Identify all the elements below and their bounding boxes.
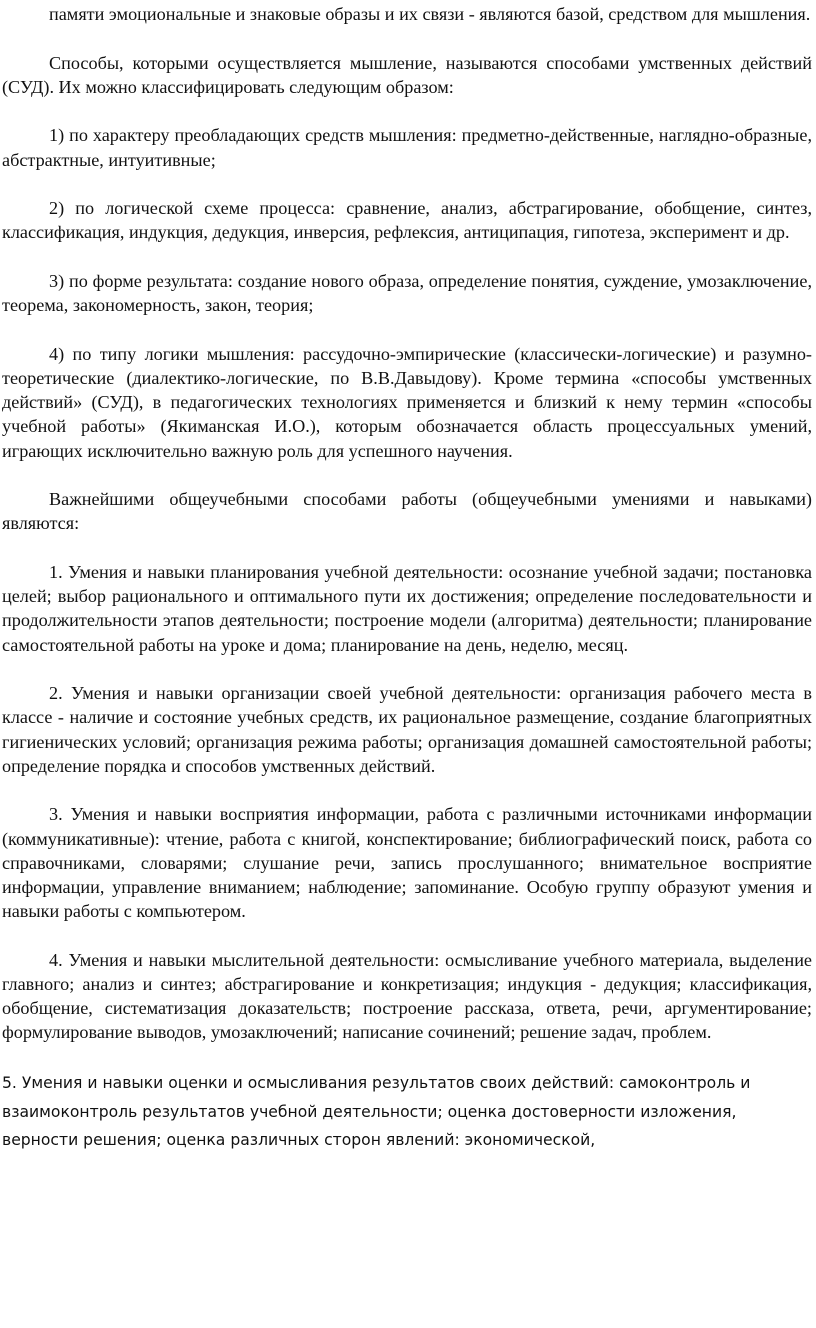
paragraph-skill-1: 1. Умения и навыки планирования учебной деятельности: осознание учебной задачи; постановка целей; выбор рационального и оптимального пути их достижения; определение последовательности и продолжительности этапов деятельности; построение модели (алгоритма) деятельности; планирование самостоятельной работы на уроке и дома; планирование на день, неделю, месяц.	[2, 561, 812, 655]
paragraph-continuation: памяти эмоциональные и знаковые образы и их связи - являются базой, средством для мышления.	[49, 4, 811, 24]
paragraph-classification-2: 2) по логической схеме процесса: сравнение, анализ, абстрагирование, обобщение, синтез, классификация, индукция, дедукция, инверсия, рефлексия, антиципация, гипотеза, эксперимент и др.	[2, 198, 812, 243]
paragraph-skill-4: 4. Умения и навыки мыслительной деятельности: осмысливание учебного материала, выделение главного; анализ и синтез; абстрагирование и конкретизация; индукция - дедукция; классификация, обобщение, систематизация доказательств; построение рассказа, ответа, речи, аргументирование; формулирование выводов, умозаключений; написание сочинений; решение задач, проблем.	[2, 949, 812, 1043]
paragraph-classification-3: 3) по форме результата: создание нового образа, определение понятия, суждение, умозаключение, теорема, закономерность, закон, теория;	[2, 270, 812, 316]
paragraph-classification-4: 4) по типу логики мышления: рассудочно-эмпирические (классически-логические) и разумно-теоретические (диалектико-логические, по В.В.Давыдову). Кроме термина «способы умственных действий» (СУД), в педагогических технологиях применяется и близкий к нему термин «способы учебной работы» (Якиманская И.О.), которым обозначается область процессуальных умений, играющих исключительно важную роль для успешного научения.	[2, 343, 812, 461]
paragraph-skills-intro: Важнейшими общеучебными способами работы (общеучебными умениями и навыками) являются:	[2, 489, 812, 534]
paragraph-skill-2: 2. Умения и навыки организации своей учебной деятельности: организация рабочего места в классе - наличие и состояние учебных средств, их рациональное размещение, создание благоприятных гигиенических условий; организация режима работы; организация домашней самостоятельной работы; определение порядка и способов умственных действий.	[2, 683, 812, 776]
paragraph-classification-1: 1) по характеру преобладающих средств мышления: предметно-действенные, наглядно-образные, абстрактные, интуитивные;	[2, 125, 812, 170]
document-body	[2, 2, 812, 1045]
paragraph-methods-intro: Способы, которыми осуществляется мышление, называются способами умственных действий (СУД). Их можно классифицировать следующим образом:	[2, 52, 812, 97]
paragraph-skill-5: 5. Умения и навыки оценки и осмысливания результатов своих действий: самоконтроль и взаимоконтроль результатов учебной деятельности; оценка достоверности изложения, верности решения; оценка различных сторон явлений: экономической,	[2, 1074, 751, 1150]
document-tail	[2, 1069, 812, 1155]
paragraph-skill-3: 3. Умения и навыки восприятия информации, работа с различными источниками информации (коммуникативные): чтение, работа с книгой, конспектирование; библиографический поиск, работа со справочниками, словарями; слушание речи, запись прослушанного; внимательное восприятие информации, управление вниманием; наблюдение; запоминание. Особую группу образуют умения и навыки работы с компьютером.	[2, 804, 812, 922]
